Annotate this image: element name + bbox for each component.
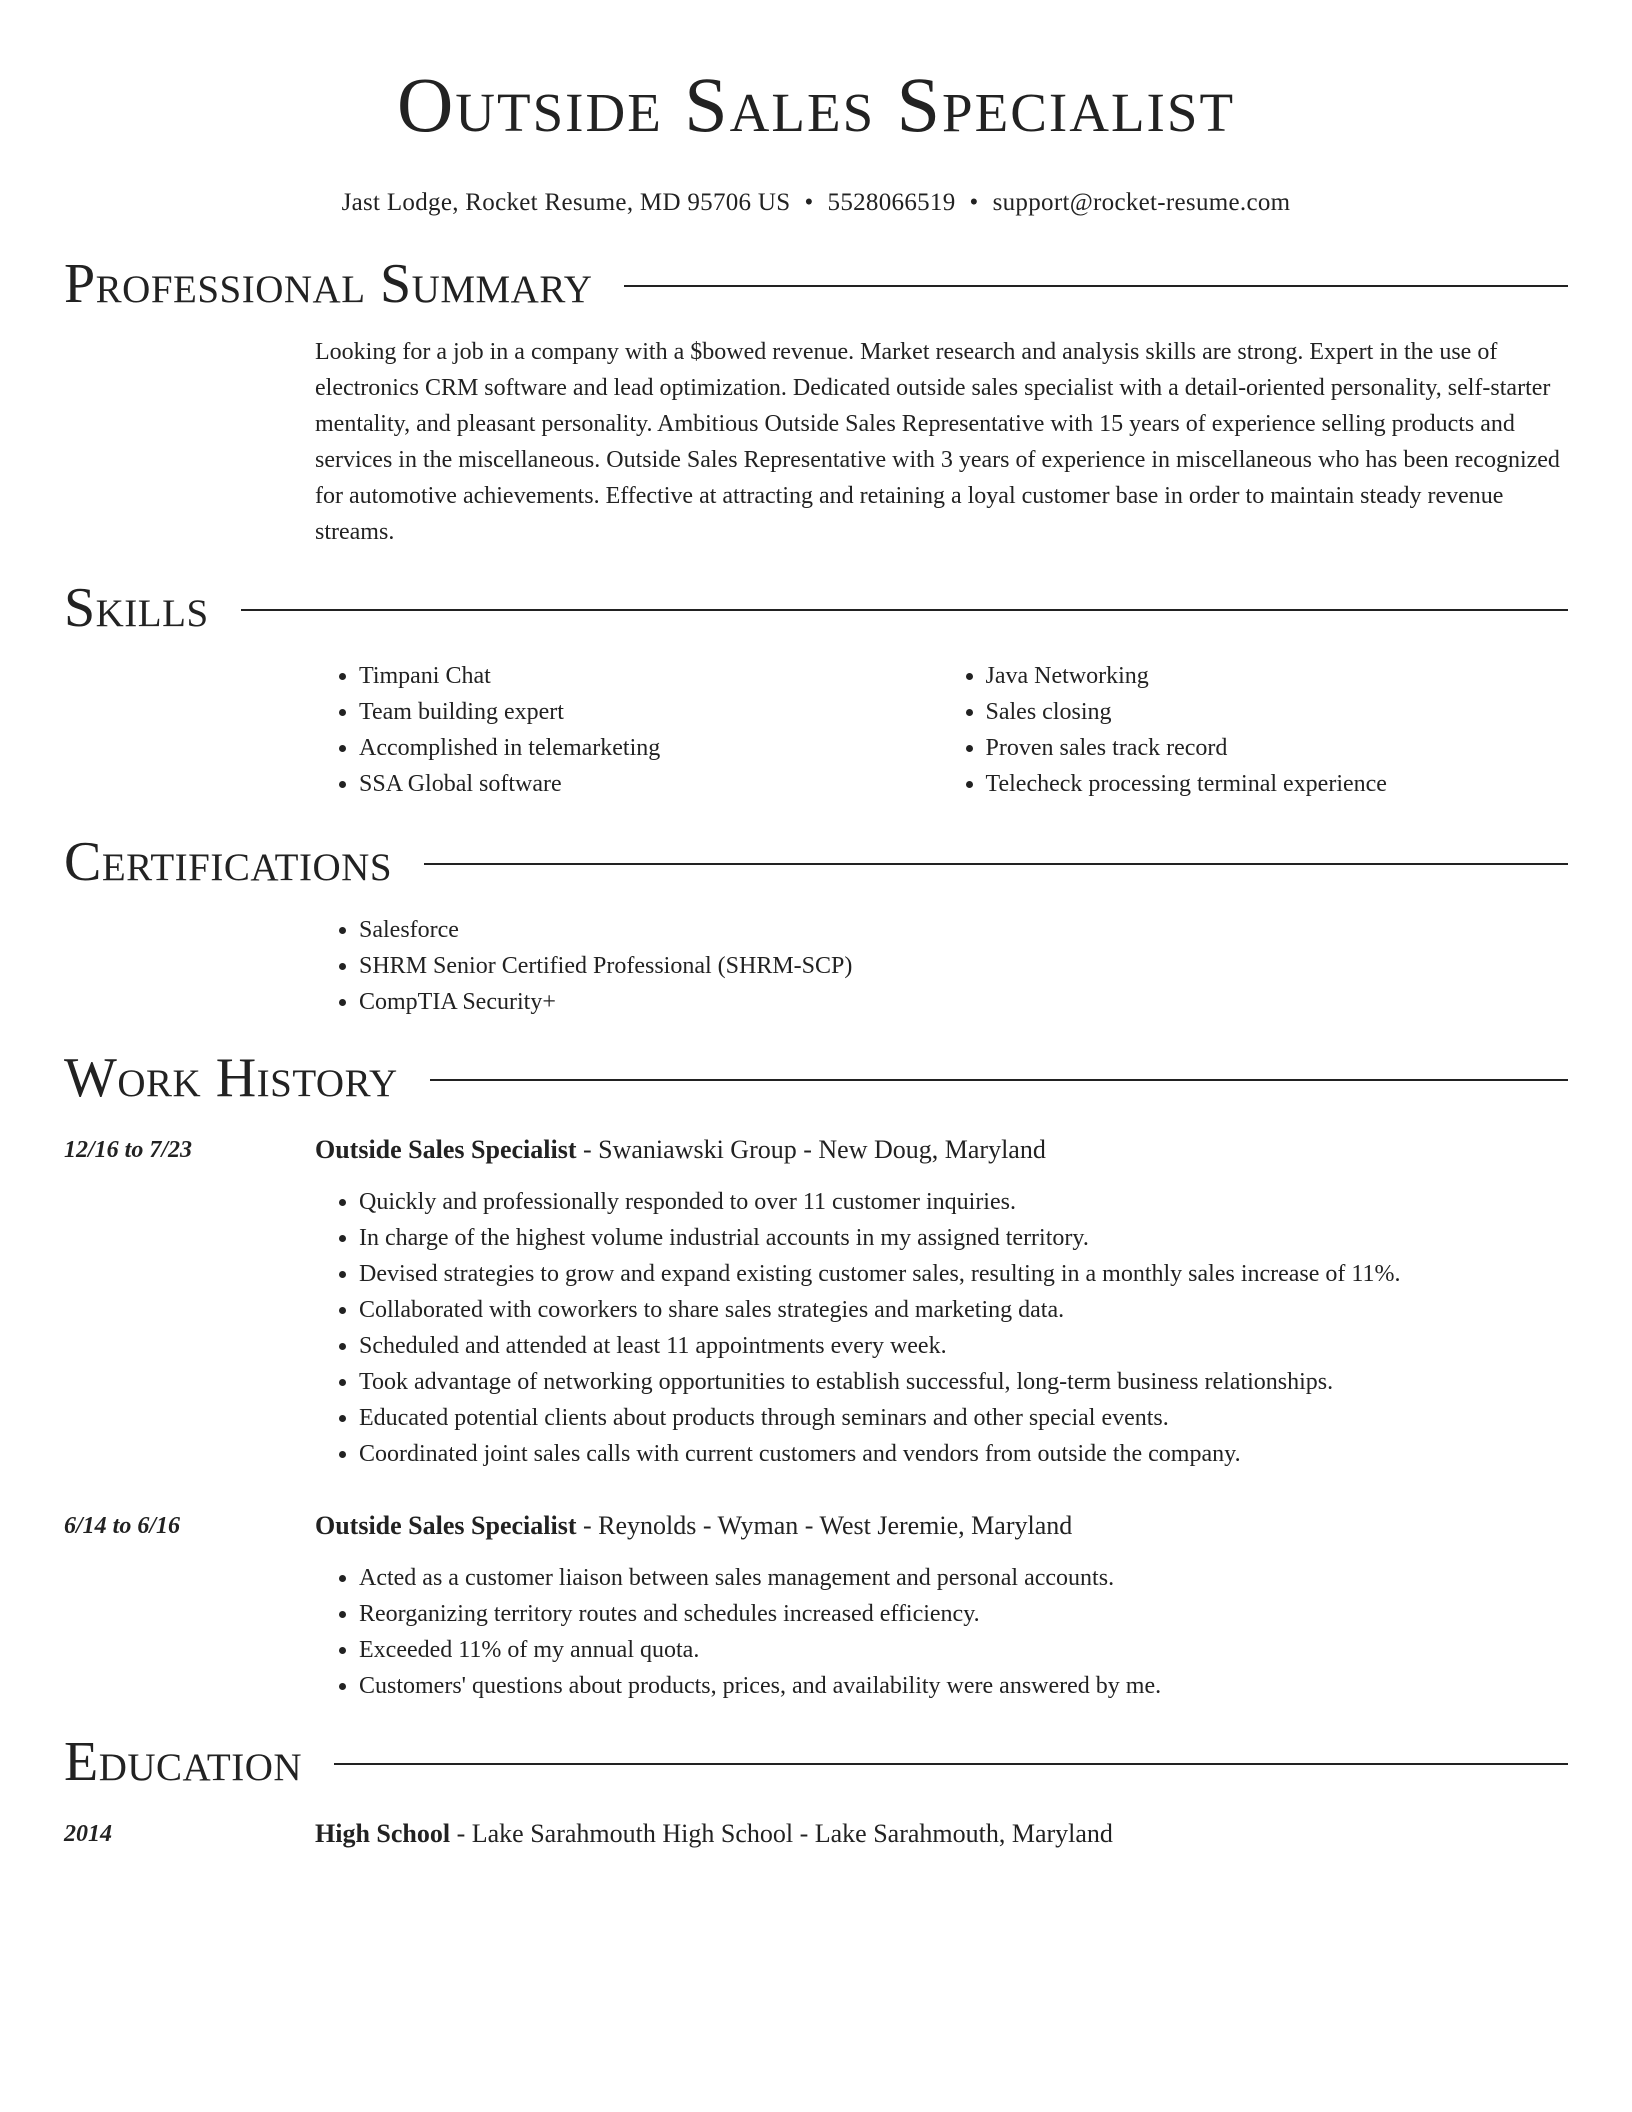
resume-header (0, 58, 1632, 218)
section-divider (624, 285, 1568, 287)
contact-email: support@rocket-resume.com (992, 189, 1291, 216)
section-title: Work History (64, 1047, 398, 1109)
section-heading (64, 576, 1568, 640)
contact-phone: 5528066519 (827, 189, 956, 216)
job-title: Outside Sales Specialist (315, 1135, 577, 1164)
skill-item: • Sales closing (986, 694, 1569, 730)
section-divider (334, 1763, 1568, 1765)
skill-item: • Team building expert (359, 694, 942, 730)
section-divider (430, 1079, 1568, 1081)
job-bullet: • Collaborated with coworkers to share sales strategies and marketing data. (359, 1292, 1568, 1328)
job-bullet: • Scheduled and attended at least 11 appointments every week. (359, 1328, 1568, 1364)
skill-item: • Proven sales track record (986, 730, 1569, 766)
certification-item: • Salesforce (359, 912, 1568, 948)
certifications-section (64, 830, 1568, 1020)
job-bullet: • Quickly and professionally responded to over 11 customer inquiries. (359, 1184, 1568, 1220)
job-bullet: • Customers' questions about products, prices, and availability were answered by me. (359, 1668, 1568, 1704)
job-bullet: • Educated potential clients about products through seminars and other special events. (359, 1400, 1568, 1436)
summary-section (64, 252, 1568, 550)
contact-separator: • (804, 189, 814, 216)
education-details: - Lake Sarahmouth High School - Lake Sarahmouth, Maryland (450, 1819, 1113, 1848)
job-bullet: • Devised strategies to grow and expand existing customer sales, resulting in a monthly sales increase of 11%. (359, 1256, 1568, 1292)
job-bullets (315, 1560, 1568, 1704)
job-dates: 12/16 to 7/23 (64, 1137, 193, 1163)
job-entry (64, 1508, 1568, 1704)
section-title: Skills (64, 577, 209, 639)
job-bullet: • Coordinated joint sales calls with current customers and vendors from outside the company. (359, 1436, 1568, 1472)
skills-section (64, 576, 1568, 802)
section-title: Education (64, 1731, 303, 1793)
job-details: - Reynolds - Wyman - West Jeremie, Maryland (576, 1511, 1073, 1540)
education-section (64, 1730, 1568, 1852)
skill-item: • Java Networking (986, 658, 1569, 694)
skills-list-left (315, 658, 942, 802)
certifications-list (315, 912, 1568, 1020)
certification-item: • SHRM Senior Certified Professional (SHRM-SCP) (359, 948, 1568, 984)
job-bullet: • Reorganizing territory routes and schedules increased efficiency. (359, 1596, 1568, 1632)
certifications-content (315, 894, 1568, 1020)
job-details: - Swaniawski Group - New Doug, Maryland (576, 1135, 1046, 1164)
summary-content (315, 316, 1568, 550)
skill-item: • SSA Global software (359, 766, 942, 802)
contact-line (0, 188, 1632, 218)
section-heading (64, 830, 1568, 894)
job-entry (64, 1132, 1568, 1472)
section-divider (241, 609, 1568, 611)
section-title: Professional Summary (64, 253, 593, 315)
certification-item: • CompTIA Security+ (359, 984, 1568, 1020)
job-header (315, 1132, 1568, 1168)
job-body (315, 1508, 1568, 1704)
section-heading (64, 1730, 1568, 1794)
education-entry (64, 1816, 1568, 1852)
skill-item: • Timpani Chat (359, 658, 942, 694)
section-heading (64, 1046, 1568, 1110)
job-bullet: • In charge of the highest volume industrial accounts in my assigned territory. (359, 1220, 1568, 1256)
section-heading (64, 252, 1568, 316)
skills-list-right (942, 658, 1569, 802)
job-bullets (315, 1184, 1568, 1472)
job-title: Outside Sales Specialist (315, 1511, 577, 1540)
job-header (315, 1508, 1568, 1544)
section-divider (424, 863, 1568, 865)
education-degree: High School (315, 1819, 451, 1848)
skills-content (315, 640, 1568, 802)
job-bullet: • Acted as a customer liaison between sales management and personal accounts. (359, 1560, 1568, 1596)
skill-item: • Telecheck processing terminal experience (986, 766, 1569, 802)
job-dates: 6/14 to 6/16 (64, 1513, 181, 1539)
contact-address: Jast Lodge, Rocket Resume, MD 95706 US (341, 189, 791, 216)
education-header (315, 1816, 1568, 1852)
candidate-name: Outside Sales Specialist (396, 61, 1236, 148)
skill-item: • Accomplished in telemarketing (359, 730, 942, 766)
summary-text: Looking for a job in a company with a $bowed revenue. Market research and analysis skills are strong. Expert in the use of electronics CRM software and lead optimization. Dedicated outside sales specialist with a detail-oriented personality, self-starter mentality, and pleasant personality. Ambitious Outside Sales Representative with 15 years of experience selling products and services in the miscellaneous. Outside Sales Representative with 3 years of experience in miscellaneous who has been recognized for automotive achievements. Effective at attracting and retaining a loyal customer base in order to maintain steady revenue streams. (315, 339, 1560, 545)
education-body (315, 1816, 1568, 1852)
job-bullet: • Took advantage of networking opportunities to establish successful, long-term business relationships. (359, 1364, 1568, 1400)
job-bullet: • Exceeded 11% of my annual quota. (359, 1632, 1568, 1668)
work-history-section (64, 1046, 1568, 1704)
section-title: Certifications (64, 831, 393, 893)
job-body (315, 1132, 1568, 1472)
contact-separator: • (969, 189, 979, 216)
education-date: 2014 (64, 1821, 112, 1847)
